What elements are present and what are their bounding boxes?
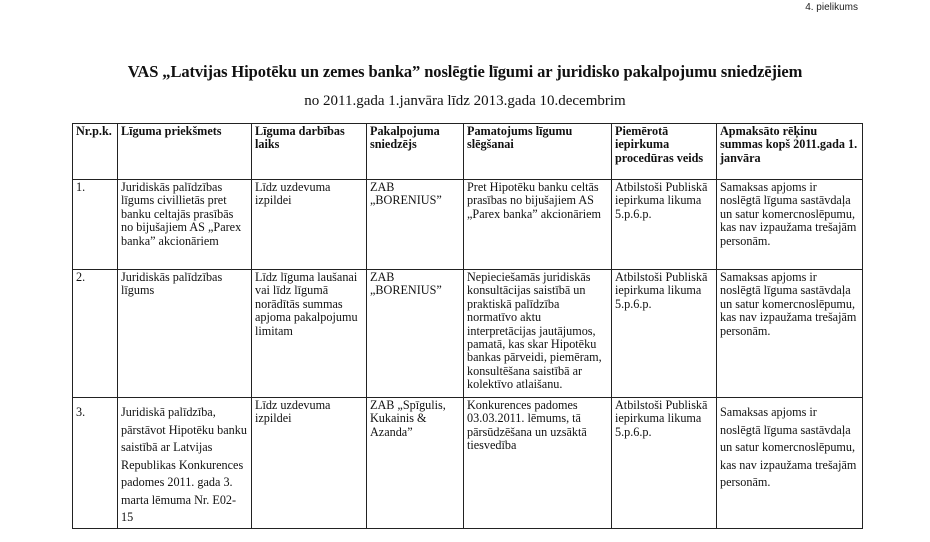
cell-nr: 1. <box>73 180 118 270</box>
cell-nr: 3. <box>73 398 118 529</box>
header-procedure: Piemērotā iepirkuma procedūras veids <box>612 124 717 180</box>
cell-amounts: Samaksas apjoms ir noslēgtā līguma sastāvdaļa un satur komercnoslēpumu, kas nav izpaužama trešajām personām. <box>717 398 863 529</box>
header-subject: Līguma priekšmets <box>118 124 252 180</box>
cell-amounts: Samaksas apjoms ir noslēgtā līguma sastāvdaļa un satur komercnoslēpumu, kas nav izpaužama trešajām personām. <box>717 270 863 398</box>
document-subtitle: no 2011.gada 1.janvāra līdz 2013.gada 10.decembrim <box>304 93 626 109</box>
annex-label: 4. pielikums <box>805 2 858 13</box>
cell-subject: Juridiskās palīdzības līgums civillietās pret banku celtajās prasībās no bijušajiem AS „Parex banka” akcionāriem <box>118 180 252 270</box>
cell-procedure: Atbilstoši Publiskā iepirkuma likuma 5.p.6.p. <box>612 180 717 270</box>
document-title: VAS „Latvijas Hipotēku un zemes banka” noslēgtie līgumi ar juridisko pakalpojumu sniedzējiem <box>127 62 803 81</box>
header-reason: Pamatojums līgumu slēgšanai <box>464 124 612 180</box>
table-row <box>73 270 863 398</box>
cell-provider: ZAB „BORENIUS” <box>367 270 464 398</box>
cell-term: Līdz līguma laušanai vai līdz līgumā norādītās summas apjoma pakalpojumu limitam <box>252 270 367 398</box>
cell-reason: Pret Hipotēku banku celtās prasības no bijušajiem AS „Parex banka” akcionāriem <box>464 180 612 270</box>
cell-subject: Juridiskā palīdzība, pārstāvot Hipotēku banku saistībā ar Latvijas Republikas Konkurences padomes 2011. gada 3. marta lēmuma Nr. E02-15 <box>118 398 252 529</box>
cell-subject: Juridiskās palīdzības līgums <box>118 270 252 398</box>
table-row <box>73 398 863 529</box>
cell-nr: 2. <box>73 270 118 398</box>
header-amounts: Apmaksāto rēķinu summas kopš 2011.gada 1. janvāra <box>717 124 863 180</box>
contracts-table <box>72 123 863 529</box>
cell-reason: Konkurences padomes 03.03.2011. lēmums, tā pārsūdzēšana un uzsāktā tiesvedība <box>464 398 612 529</box>
header-nr: Nr.p.k. <box>73 124 118 180</box>
table-header-row <box>73 124 863 180</box>
cell-amounts: Samaksas apjoms ir noslēgtā līguma sastāvdaļa un satur komercnoslēpumu, kas nav izpaužama trešajām personām. <box>717 180 863 270</box>
header-provider: Pakalpojuma sniedzējs <box>367 124 464 180</box>
cell-procedure: Atbilstoši Publiskā iepirkuma likuma 5.p.6.p. <box>612 270 717 398</box>
cell-term: Līdz uzdevuma izpildei <box>252 180 367 270</box>
cell-provider: ZAB „Spīgulis, Kukainis & Azanda” <box>367 398 464 529</box>
cell-procedure: Atbilstoši Publiskā iepirkuma likuma 5.p.6.p. <box>612 398 717 529</box>
header-term: Līguma darbības laiks <box>252 124 367 180</box>
cell-term: Līdz uzdevuma izpildei <box>252 398 367 529</box>
cell-provider: ZAB „BORENIUS” <box>367 180 464 270</box>
table-row <box>73 180 863 270</box>
cell-reason: Nepieciešamās juridiskās konsultācijas saistībā un praktiskā palīdzība normatīvo aktu interpretācijas jautājumos, pamatā, kas skar Hipotēku bankas pārveidi, piemēram, konsultēšana saistībā ar kolektīvo atlaišanu. <box>464 270 612 398</box>
